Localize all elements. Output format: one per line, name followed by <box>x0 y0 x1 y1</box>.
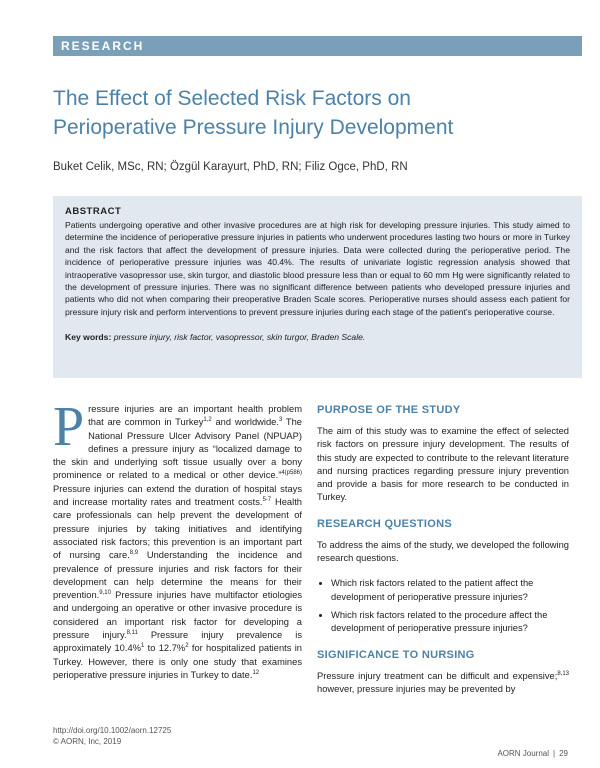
questions-heading: RESEARCH QUESTIONS <box>317 517 452 530</box>
intro-text: for hospitalized patients in Turkey. However, there is only one study that examines perioperative pressure injuries in Turkey to date. <box>53 643 302 680</box>
drop-cap: P <box>53 403 85 458</box>
intro-text: Pressure injury prevalence is approximately 10.4% <box>53 630 302 654</box>
copyright: © AORN, Inc, 2019 <box>53 737 122 746</box>
questions-list <box>317 577 569 635</box>
citation: 1 <box>140 643 145 650</box>
author-list: Buket Celik, MSc, RN; Özgül Karayurt, PhD, RN; Filiz Ogce, PhD, RN <box>53 161 408 173</box>
page-number: 29 <box>559 749 568 758</box>
question-item: • Which risk factors related to the patient affect the development of perioperative pressure injuries? <box>331 577 569 604</box>
intro-text: and worldwide. <box>211 417 279 428</box>
keywords <box>65 332 570 342</box>
doi-link[interactable]: http://doi.org/10.1002/aorn.12725 <box>53 726 172 735</box>
question-item: • Which risk factors related to the procedure affect the development of perioperative pressure injuries? <box>331 609 569 636</box>
citation: 8,11 <box>126 629 138 636</box>
citation: 9,10 <box>99 590 111 597</box>
keywords-label: Key words: <box>65 332 112 343</box>
significance-text: however, pressure injuries may be prevented by <box>317 683 516 694</box>
title-line-1: The Effect of Selected Risk Factors on <box>53 87 411 110</box>
questions-intro: To address the aims of the study, we developed the following research questions. <box>317 539 569 564</box>
abstract-heading: ABSTRACT <box>65 206 122 217</box>
footer-separator: | <box>553 749 556 758</box>
intro-text: to 12.7% <box>144 643 186 654</box>
citation: 8,9 <box>129 550 139 557</box>
significance-text: Pressure injury treatment can be difficult and expensive; <box>317 670 558 681</box>
citation: 1,2 <box>203 417 212 424</box>
keywords-values: pressure injury, risk factor, vasopressor, skin turgor, Braden Scale. <box>113 332 366 343</box>
citation: 4(p586) <box>281 470 302 477</box>
intro-text: Pressure injuries have multifactor etiologies and undergoing an operative or other invasive procedure is considered an important risk factor for developing a pressure injury. <box>53 590 302 641</box>
right-column <box>317 403 569 718</box>
abstract-body: Patients undergoing operative and other invasive procedures are at high risk for developing pressure injuries. This study aimed to determine the incidence of perioperative pressure injuries in patients who underwent procedures lasting two hours or more in Turkey and the risk factors that affect the development of pressure injuries. Data were collected during the perioperative period. The incidence of perioperative pressure injuries was 40.4%. The results of univariate logistic regression analysis showed that intraoperative vasopressor use, skin turgor, and diastolic blood pressure less than or equal to 60 mm Hg were significantly related to the development of pressure injuries. There was no significant difference between patients who developed pressure injuries and patients who did not when comparing their preoperative Braden Scale scores. Perioperative nurses should assess each patient for pressure injury risk and perform interventions to prevent pressure injuries during each stage of the patient’s perioperative course. <box>65 220 570 317</box>
significance-body <box>317 670 569 697</box>
abstract-box <box>53 196 582 378</box>
journal-name: AORN Journal <box>497 749 550 758</box>
significance-heading: SIGNIFICANCE TO NURSING <box>317 648 475 661</box>
purpose-body: The aim of this study was to examine the effect of selected risk factors on pressure injury development. The results of this study are expected to contribute to the relevant literature and nursing practices regarding pressure injury prevention and provide a basis for more research to be conducted in Turkey. <box>317 426 569 503</box>
footer-left <box>53 725 171 747</box>
title-line-2: Perioperative Pressure Injury Development <box>53 116 454 139</box>
citation: 12 <box>252 669 260 676</box>
article-title <box>53 84 573 142</box>
footer-right <box>497 749 568 758</box>
intro-text: ressure injuries are an important health problem that are common in Turkey <box>88 404 302 428</box>
section-banner: RESEARCH <box>53 36 582 56</box>
citation: 5-7 <box>262 496 272 503</box>
intro-text: Pressure injuries can extend the duration of hospital stays and increase mortality rates and treatment costs. <box>53 483 302 508</box>
citation: 3 <box>278 417 283 424</box>
intro-paragraph <box>53 403 302 682</box>
citation: 2 <box>185 643 189 650</box>
citation: 8,13 <box>557 670 569 677</box>
intro-text: Health care professionals can help prevent the development of pressure injuries by taking initiatives and identifying associated risk factors; this prevention is an important part of nursing care. <box>53 497 302 561</box>
intro-text: Understanding the incidence and prevalence of pressure injuries and risk factors for their development can help determine the means for their prevention. <box>53 550 302 601</box>
purpose-heading: PURPOSE OF THE STUDY <box>317 404 461 416</box>
intro-column <box>53 403 302 713</box>
intro-text: The National Pressure Ulcer Advisory Panel (NPUAP) defines a pressure injury as “localized damage to the skin and underlying soft tissue usually over a bony prominence or related to a medical or other device.” <box>53 417 302 481</box>
